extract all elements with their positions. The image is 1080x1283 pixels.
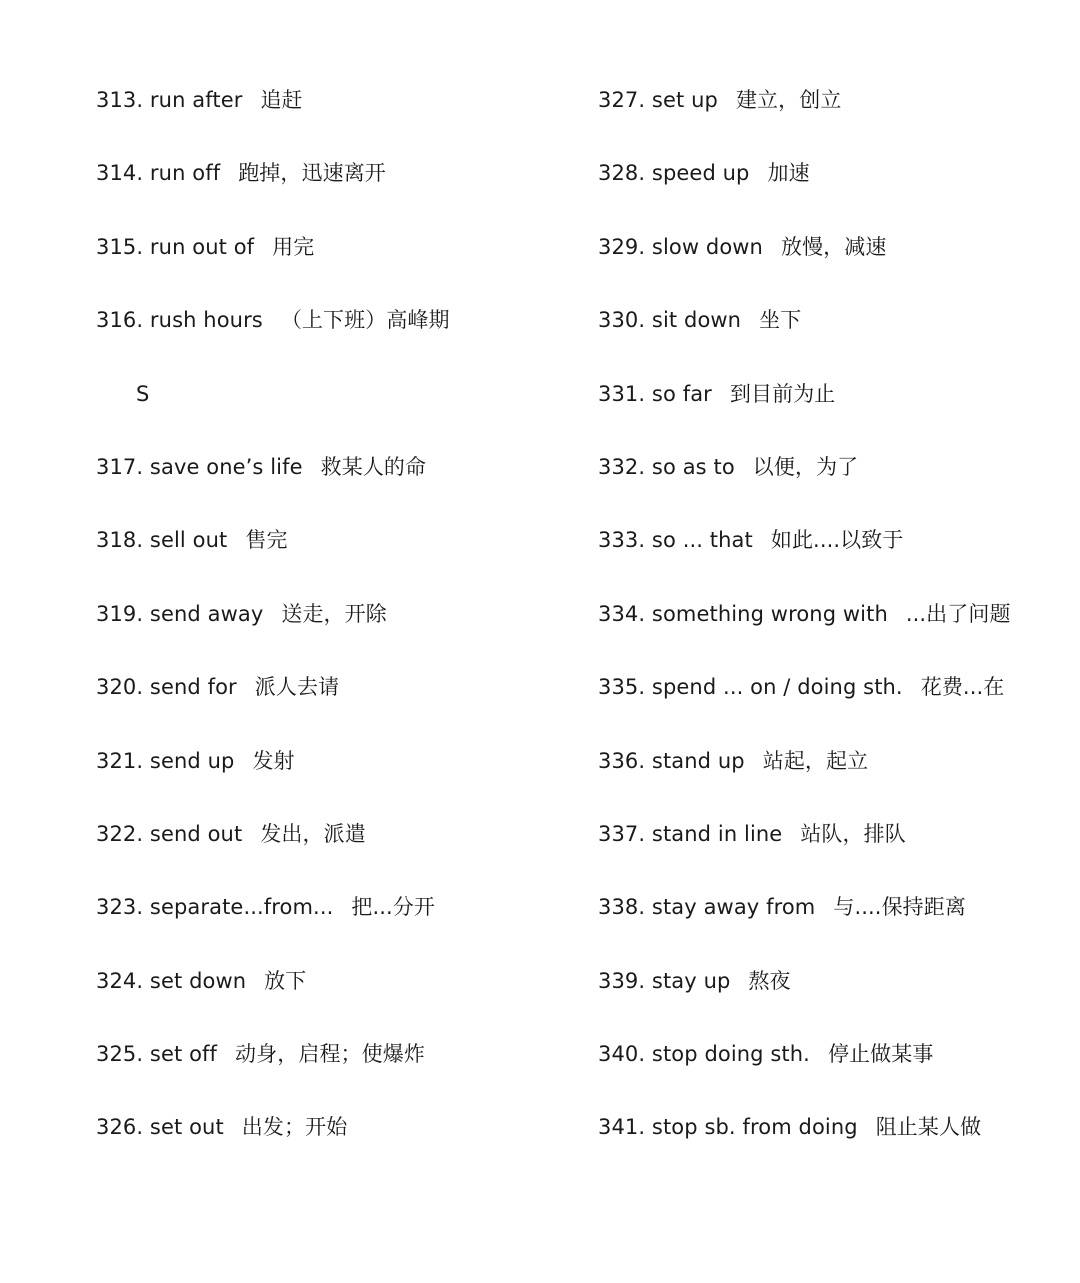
phrase-meaning: 售完 (245, 528, 288, 553)
phrase-meaning: 动身，启程；使爆炸 (235, 1042, 425, 1067)
phrase-meaning: 用完 (272, 234, 315, 259)
phrase-entry (598, 657, 1068, 730)
phrase-entry (598, 217, 1068, 290)
phrase-text: 332. so as to (598, 454, 735, 479)
phrase-meaning: 放慢，减速 (780, 234, 887, 259)
phrase-meaning: 熬夜 (748, 968, 791, 993)
phrase-entry (96, 143, 566, 216)
phrase-text: 326. set out (96, 1115, 224, 1140)
phrase-text: 314. run off (96, 161, 221, 186)
phrase-meaning: 花费...在 (920, 675, 1005, 700)
phrase-text: 337. stand in line (598, 821, 783, 846)
phrase-meaning: 追赶 (260, 88, 303, 112)
phrase-entry (96, 1024, 566, 1097)
phrase-text: 331. so far (598, 381, 712, 406)
phrase-entry (598, 70, 1068, 143)
phrase-entry (598, 584, 1068, 657)
phrase-text: 335. spend ... on / doing sth. (598, 675, 903, 700)
phrase-text: 339. stay up (598, 968, 731, 993)
phrase-entry (598, 877, 1068, 950)
phrase-meaning: 跑掉，迅速离开 (238, 161, 386, 186)
phrase-meaning: 把...分开 (351, 895, 436, 920)
section-heading-letter (96, 364, 566, 437)
section-letter-text: S (136, 381, 150, 406)
phrase-meaning: 如此....以致于 (770, 528, 904, 553)
phrase-entry (598, 437, 1068, 510)
phrase-entry (96, 951, 566, 1024)
phrase-entry (598, 290, 1068, 363)
phrase-meaning: 发出，派遣 (260, 821, 366, 846)
phrase-meaning: 加速 (767, 161, 810, 186)
phrase-text: 341. stop sb. from doing (598, 1115, 858, 1140)
phrase-entry (96, 1097, 566, 1170)
phrase-text: 313. run after (96, 88, 243, 112)
phrase-entry (96, 657, 566, 730)
phrase-text: 336. stand up (598, 748, 745, 773)
phrase-meaning: 到目前为止 (729, 381, 836, 406)
phrase-entry (96, 437, 566, 510)
phrase-entry (96, 70, 566, 143)
phrase-meaning: 与....保持距离 (833, 895, 966, 920)
phrase-meaning: 放下 (264, 968, 307, 993)
right-column (598, 70, 1068, 1171)
phrase-text: 328. speed up (598, 161, 750, 186)
phrase-meaning: 出发；开始 (241, 1115, 348, 1140)
phrase-entry (598, 951, 1068, 1024)
phrase-text: 334. something wrong with (598, 601, 888, 626)
phrase-text: 318. sell out (96, 528, 228, 553)
phrase-text: 323. separate...from... (96, 895, 334, 920)
phrase-meaning: （上下班）高峰期 (280, 308, 450, 333)
phrase-meaning: 站起，起立 (762, 748, 869, 773)
phrase-meaning: 阻止某人做 (875, 1115, 982, 1140)
phrase-entry (96, 877, 566, 950)
phrase-meaning: 以便，为了 (752, 454, 859, 479)
phrase-text: 315. run out of (96, 234, 255, 259)
phrase-text: 324. set down (96, 968, 247, 993)
phrase-entry (96, 584, 566, 657)
left-column (96, 70, 566, 1171)
phrase-entry (96, 510, 566, 583)
phrase-text: 325. set off (96, 1042, 218, 1067)
phrase-meaning: 坐下 (759, 308, 802, 333)
phrase-entry (96, 804, 566, 877)
phrase-entry (598, 1024, 1068, 1097)
phrase-text: 330. sit down (598, 308, 742, 333)
phrase-text: 327. set up (598, 88, 718, 112)
phrase-text: 329. slow down (598, 234, 763, 259)
phrase-text: 321. send up (96, 748, 235, 773)
phrase-entry (96, 217, 566, 290)
phrase-meaning: 站队，排队 (800, 821, 906, 846)
phrase-entry (598, 731, 1068, 804)
phrase-entry (598, 143, 1068, 216)
phrase-text: 340. stop doing sth. (598, 1042, 810, 1067)
phrase-entry (598, 1097, 1068, 1170)
phrase-entry (598, 510, 1068, 583)
phrase-meaning: 救某人的命 (320, 454, 427, 479)
phrase-text: 322. send out (96, 821, 243, 846)
phrase-meaning: 派人去请 (254, 675, 340, 700)
phrase-entry (96, 731, 566, 804)
phrase-meaning: 停止做某事 (827, 1042, 934, 1067)
phrase-text: 317. save one’s life (96, 454, 303, 479)
phrase-entry (598, 364, 1068, 437)
phrase-meaning: 发射 (252, 748, 295, 773)
phrase-meaning: 建立，创立 (735, 88, 842, 112)
phrase-text: 316. rush hours (96, 308, 263, 333)
phrase-text: 319. send away (96, 601, 264, 626)
phrase-text: 338. stay away from (598, 895, 816, 920)
phrase-meaning: 送走，开除 (281, 601, 387, 626)
phrase-entry (598, 804, 1068, 877)
phrase-text: 320. send for (96, 675, 237, 700)
phrase-entry (96, 290, 566, 363)
phrase-meaning: ...出了问题 (905, 601, 1011, 626)
phrase-text: 333. so ... that (598, 528, 753, 553)
